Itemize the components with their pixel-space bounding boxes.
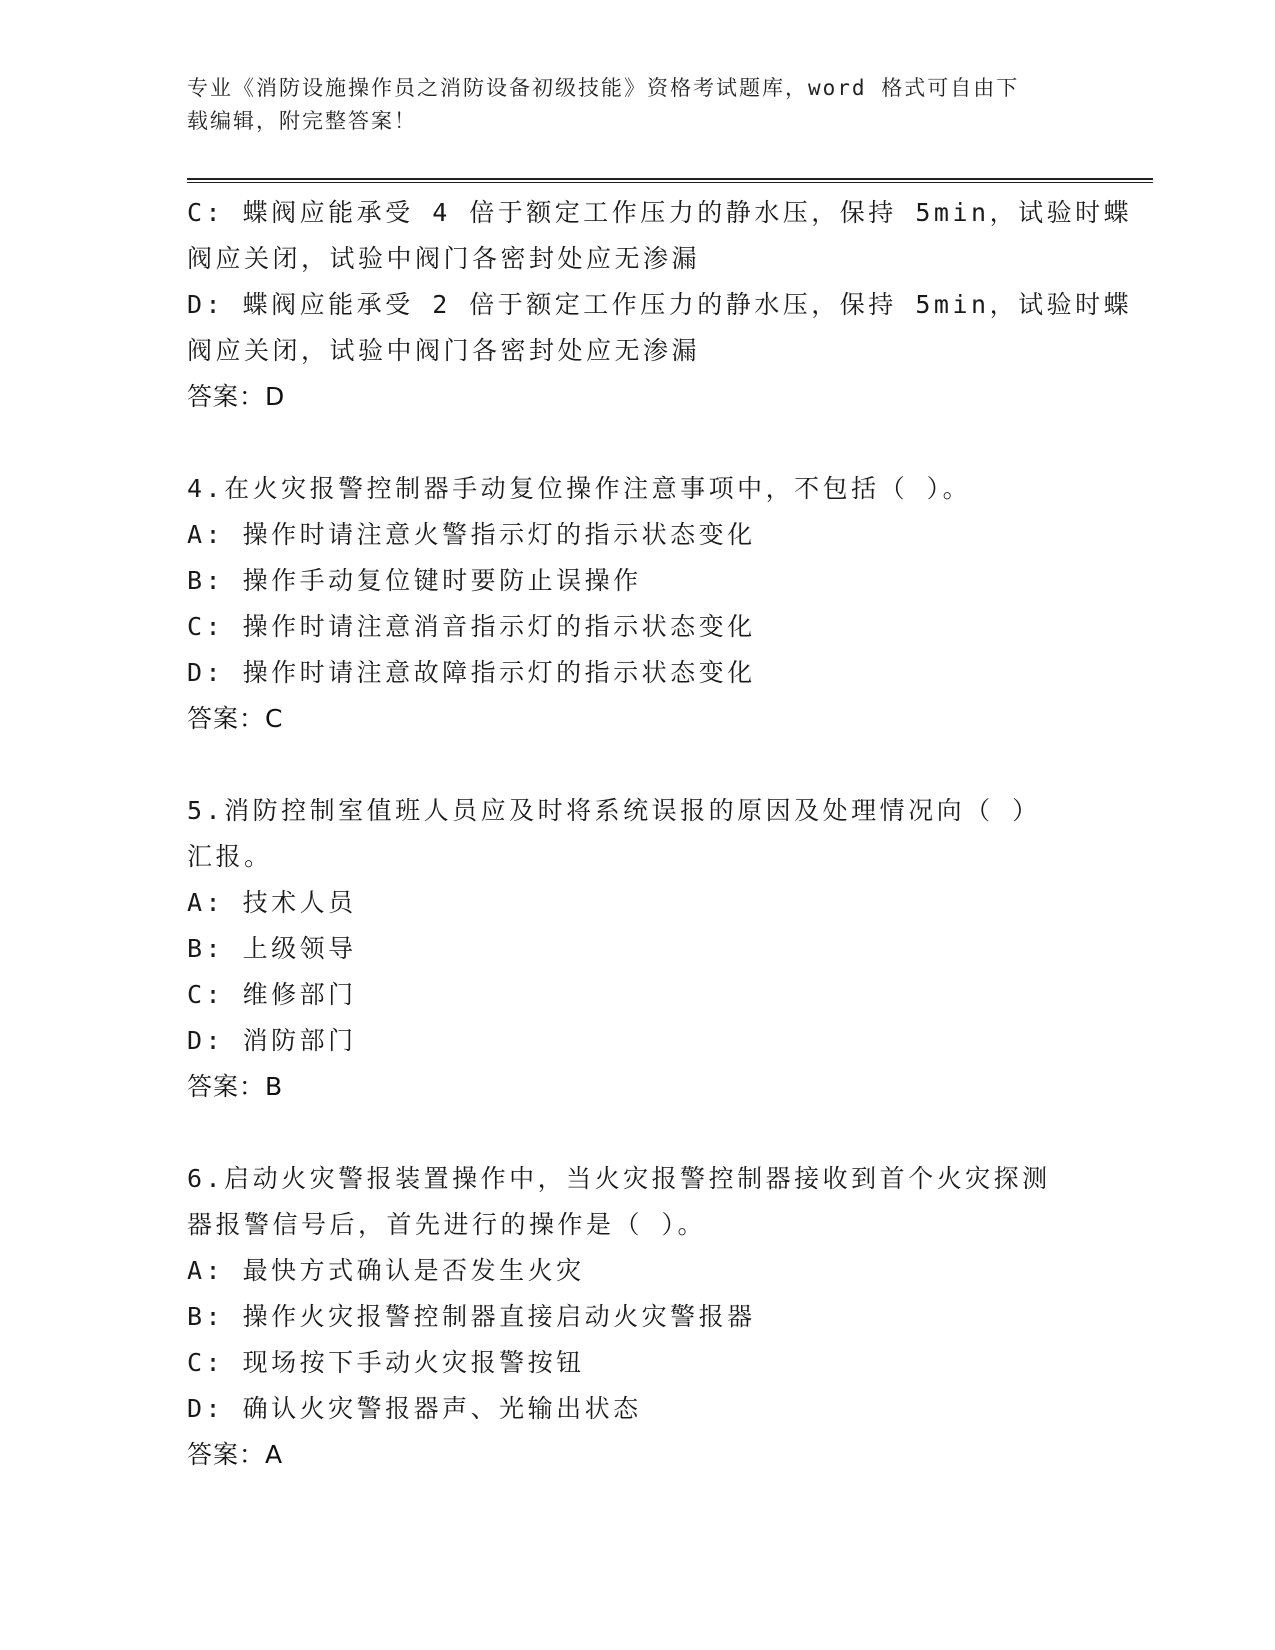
question-content bbox=[187, 190, 1133, 1478]
question-5-option-a: A: 技术人员 bbox=[187, 888, 357, 917]
header-divider-thick bbox=[187, 178, 1153, 180]
header-line-2: 载编辑，附完整答案！ bbox=[187, 109, 417, 133]
question-5-stem-line-1: 5.消防控制室值班人员应及时将系统误报的原因及处理情况向（ ） bbox=[187, 796, 1041, 825]
question-3-tail bbox=[187, 190, 1133, 420]
question-4-option-b: B: 操作手动复位键时要防止误操作 bbox=[187, 566, 642, 595]
header-divider-thin bbox=[187, 182, 1153, 183]
answer-6: 答案：A bbox=[187, 1440, 284, 1469]
document-header bbox=[187, 72, 1067, 138]
question-6-option-d: D: 确认火灾警报器声、光输出状态 bbox=[187, 1394, 642, 1423]
spacer bbox=[187, 420, 1087, 466]
question-5 bbox=[187, 788, 1087, 1110]
question-5-option-b: B: 上级领导 bbox=[187, 934, 357, 963]
spacer bbox=[187, 742, 1087, 788]
question-4-option-d: D: 操作时请注意故障指示灯的指示状态变化 bbox=[187, 658, 756, 687]
question-5-option-c: C: 维修部门 bbox=[187, 980, 357, 1009]
option-c-line-2: 阀应关闭，试验中阀门各密封处应无渗漏 bbox=[187, 244, 701, 273]
question-6-option-a: A: 最快方式确认是否发生火灾 bbox=[187, 1256, 585, 1285]
header-line-1: 专业《消防设施操作员之消防设备初级技能》资格考试题库，word 格式可自由下 bbox=[187, 76, 1020, 100]
option-d-line-2: 阀应关闭，试验中阀门各密封处应无渗漏 bbox=[187, 336, 701, 365]
option-d-line-1: D: 蝶阀应能承受 2 倍于额定工作压力的静水压，保持 5min，试验时蝶 bbox=[187, 290, 1133, 319]
answer-3: 答案：D bbox=[187, 382, 286, 411]
question-6-stem-line-2: 器报警信号后，首先进行的操作是（ ）。 bbox=[187, 1210, 707, 1239]
question-6-stem-line-1: 6.启动火灾警报装置操作中，当火灾报警控制器接收到首个火灾探测 bbox=[187, 1164, 1051, 1193]
option-c-line-1: C: 蝶阀应能承受 4 倍于额定工作压力的静水压，保持 5min，试验时蝶 bbox=[187, 198, 1133, 227]
question-5-stem-line-2: 汇报。 bbox=[187, 842, 273, 871]
question-6-option-c: C: 现场按下手动火灾报警按钮 bbox=[187, 1348, 585, 1377]
question-5-option-d: D: 消防部门 bbox=[187, 1026, 357, 1055]
question-6-option-b: B: 操作火灾报警控制器直接启动火灾警报器 bbox=[187, 1302, 756, 1331]
answer-4: 答案：C bbox=[187, 704, 284, 733]
question-4-option-c: C: 操作时请注意消音指示灯的指示状态变化 bbox=[187, 612, 756, 641]
question-4-stem: 4.在火灾报警控制器手动复位操作注意事项中，不包括（ ）。 bbox=[187, 474, 972, 503]
spacer bbox=[187, 1110, 1087, 1156]
question-4 bbox=[187, 466, 1087, 742]
question-6 bbox=[187, 1156, 1087, 1478]
question-4-option-a: A: 操作时请注意火警指示灯的指示状态变化 bbox=[187, 520, 756, 549]
answer-5: 答案：B bbox=[187, 1072, 284, 1101]
